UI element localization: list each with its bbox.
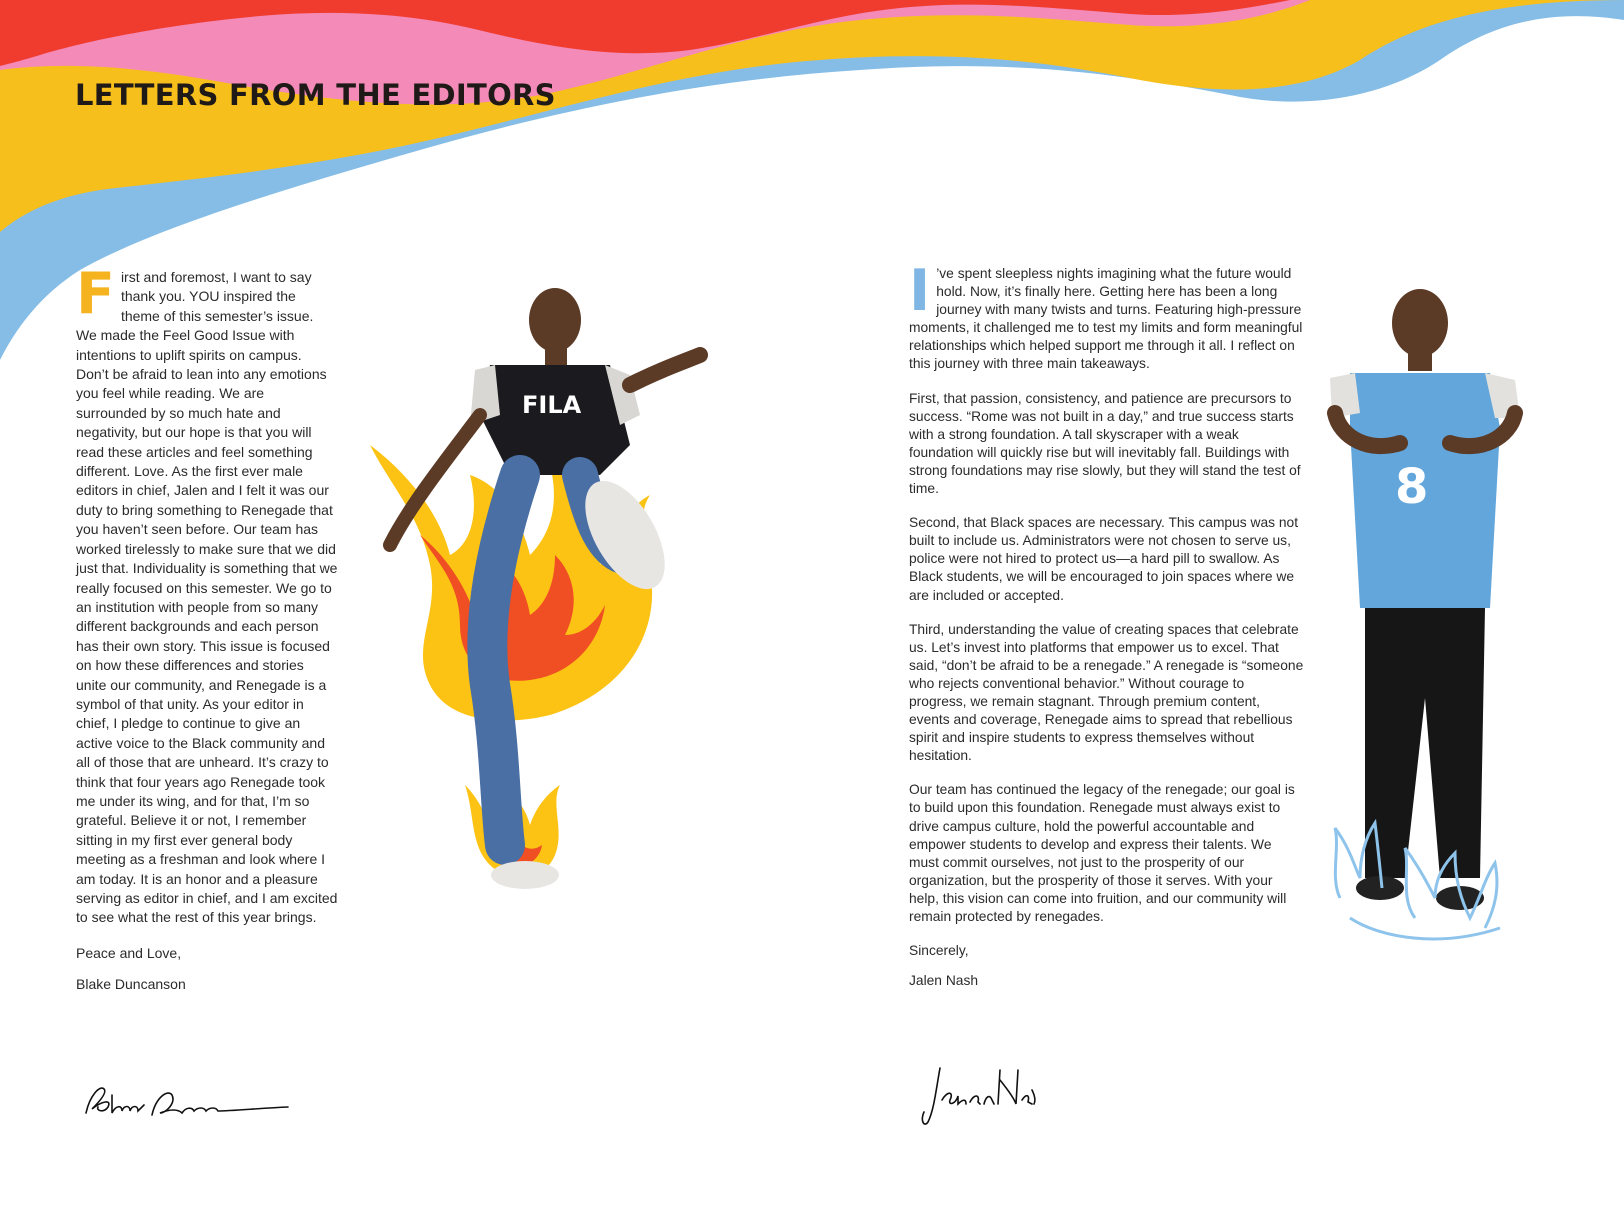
letter-left-paragraph xyxy=(76,261,338,928)
letter-left-body: irst and foremost, I want to say thank you. YOU inspired the theme of this semester’s issue. We made the Feel Good Issue with intentions to uplift spirits on campus. Don’t be afraid to lean into any emotions you feel while reading. We are surrounded by so much hate and negativity, but our hope is that you will read these articles and feel something different. Love. As the first ever male editors in chief, Jalen and I felt it was our duty to bring something to Renegade that you haven’t seen before. Our team has worked tirelessly to make sure that we did just that. Individuality is something that we really focused on this semester. We go to an institution with people from so many different backgrounds and each person has their own story. This issue is focused on how these differences and stories unite our community, and Renegade is a symbol of that unity. As your editor in chief, I pledge to continue to give an active voice to the Black community and all of those that are unheard. It’s crazy to think that four years ago Renegade took me under its wing, and for that, I’m so grateful. Believe it or not, I remember sitting in my first ever general body meeting as a freshman and look where I am today. It is an honor and a pleasure serving as editor in chief, and I am excited to see what the rest of this year brings. xyxy=(76,269,338,926)
jersey-fila-text: FILA xyxy=(522,391,582,419)
jersey-number: 8 xyxy=(1395,459,1429,515)
letter-right-paragraph-1 xyxy=(909,258,1304,374)
dropcap-f: F xyxy=(76,261,115,327)
letter-right-closing: Sincerely, xyxy=(909,943,969,959)
letter-left-closing: Peace and Love, xyxy=(76,944,182,961)
letter-right-paragraph-5: Our team has continued the legacy of the renegade; our goal is to build upon this foundation. Renegade must always exist to drive campus culture, hold the powerful accountable and empower students to develop and express their talents. We must commit ourselves, not just to the prosperity of our organization, but the prosperity of those it serves. With your help, this vision can come into fruition, and our community will remain protected by renegades. xyxy=(909,782,1295,924)
letter-left xyxy=(76,261,338,995)
letter-right-name: Jalen Nash xyxy=(909,973,979,989)
letter-right-paragraph-2: First, that passion, consistency, and patience are precursors to success. “Rome was not built in a day,” and true success starts with a strong foundation. A tall skyscraper with a weak foundation will quickly rise but will inevitably fall. Buildings with strong foundations may rise slowly, but they will stand the test of time. xyxy=(909,390,1301,497)
page-title: LETTERS FROM THE EDITORS xyxy=(75,78,556,112)
signature-blake xyxy=(82,1075,292,1125)
letter-right-paragraph-3: Second, that Black spaces are necessary. This campus was not built to include us. Administrators were not chosen to serve us, police were not hired to protect us—a hard pill to swallow. As Black students, we will be encouraged to join spaces where we are included or accepted. xyxy=(909,515,1299,603)
editor-figure-right xyxy=(1330,289,1520,910)
dropcap-i: I xyxy=(909,258,931,324)
signature-jalen xyxy=(918,1060,1038,1130)
letter-right-body-1: ’ve spent sleepless nights imagining what the future would hold. Now, it’s finally here. Getting here has been a long journey with many twists and turns. Featuring high-pressure moments, it challenged me to test my limits and form meaningful relationships which helped support me through it all. I reflect on this journey with three main takeaways. xyxy=(909,266,1303,372)
editor-photo-left xyxy=(350,285,740,935)
letter-right-paragraph-4: Third, understanding the value of creating spaces that celebrate us. Let’s invest into platforms that empower us to excel. That said, “don’t be afraid to be a renegade.” A renegade is “someone who rejects conventional behavior.” Without courage to progress, we remain stagnant. Through premium content, events and coverage, Renegade aims to spread that rebellious spirit and inspire students to express themselves without hesitation. xyxy=(909,621,1304,764)
letter-left-name: Blake Duncanson xyxy=(76,976,186,993)
editor-photo-right xyxy=(1320,278,1560,978)
letter-right xyxy=(909,258,1304,990)
